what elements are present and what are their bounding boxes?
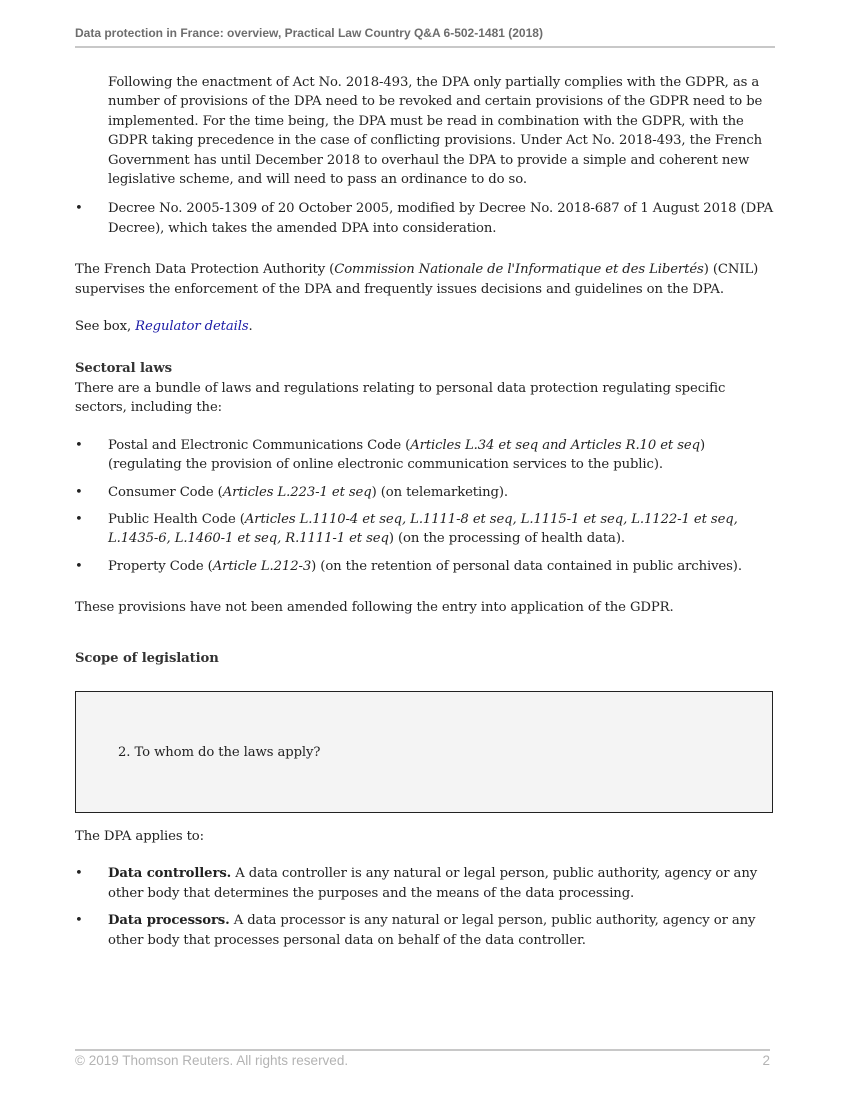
cnil-name: Commission Nationale de l'Informatique et des Libertés (334, 262, 704, 278)
dpa-applies-paragraph: The DPA applies to: (75, 828, 204, 844)
page-number: 2 (762, 1053, 770, 1068)
act-paragraph: Following the enactment of Act No. 2018-493, the DPA only partially complies with the GDPR, as a number of provisions of the DPA need to be revoked and certain provisions of the GDPR need to be implemented. For the time being, the DPA must be read in combination with the GDPR, with the GDPR taking precedence in the case of conflicting provisions. Under Act No. 2018-493, the French Government has until December 2018 to overhaul the DPA to provide a simple and coherent new legislative scheme, and will need to pass an ordinance to do so. (108, 75, 763, 188)
document-body (75, 73, 775, 950)
page-footer (75, 1053, 770, 1068)
bullet-icon: • (75, 558, 83, 574)
bullet-icon: • (75, 866, 83, 882)
list-item (75, 483, 775, 502)
list-item (75, 199, 775, 238)
regulator-details-link[interactable]: Regulator details (135, 319, 249, 335)
cnil-text-post: ) (CNIL) supervises the enforcement of the DPA and frequently issues decisions and guidelines on the DPA. (75, 262, 759, 297)
item-text: Postal and Electronic Communications Code (Articles L.34 et seq and Articles R.10 et seq) (regulating the provision of online electronic communication services to the public). (108, 437, 705, 473)
bullet-icon: • (75, 201, 83, 217)
item-text: Data processors. A data processor is any natural or legal person, public authority, agency or any other body that processes personal data on behalf of the data controller. (108, 913, 756, 948)
copyright-text: © 2019 Thomson Reuters. All rights reserved. (75, 1053, 349, 1068)
cnil-text-pre: The French Data Protection Authority ( (75, 262, 335, 278)
see-box-period: . (248, 319, 253, 335)
list-item (75, 911, 775, 950)
list-item (75, 864, 775, 903)
list-item (75, 436, 775, 475)
cnil-paragraph (75, 260, 775, 299)
list-item (75, 557, 775, 576)
applies-list (75, 864, 775, 950)
bullet-icon: • (75, 913, 83, 929)
scope-heading: Scope of legislation (75, 650, 219, 666)
bullet-icon: • (75, 484, 83, 500)
decree-text: Decree No. 2005-1309 of 20 October 2005, modified by Decree No. 2018-687 of 1 August 2018 (DPA Decree), which takes the amended DPA into consideration. (108, 201, 774, 236)
see-box-text: See box, (75, 319, 136, 335)
header-divider (75, 46, 775, 48)
item-text: Data controllers. A data controller is any natural or legal person, public authority, agency or any other body that determines the purposes and the means of the data processing. (108, 866, 758, 901)
footer-divider (75, 1049, 770, 1051)
question-box (75, 691, 773, 813)
question-text: 2. To whom do the laws apply? (118, 744, 321, 760)
item-text: Consumer Code (Articles L.223-1 et seq) (on telemarketing). (108, 484, 508, 500)
decree-list (75, 199, 775, 238)
sectoral-list (75, 436, 775, 576)
list-item (75, 510, 775, 549)
sectoral-laws-heading: Sectoral laws (75, 361, 172, 377)
item-text: Public Health Code (Articles L.1110-4 et seq, L.1111-8 et seq, L.1115-1 et seq, L.1122-1 et seq, L.1435-6, L.1460-1 et seq, R.1111-1 et seq) (on the processing of health data). (108, 511, 738, 547)
not-amended-paragraph: These provisions have not been amended following the entry into application of the GDPR. (75, 600, 674, 616)
sectoral-intro: There are a bundle of laws and regulations relating to personal data protection regulating specific sectors, including the: (75, 380, 726, 416)
bullet-icon: • (75, 437, 83, 453)
bullet-icon: • (75, 511, 83, 527)
see-box-paragraph (75, 317, 775, 336)
running-header: Data protection in France: overview, Practical Law Country Q&A 6-502-1481 (2018) (75, 26, 543, 40)
item-text: Property Code (Article L.212-3) (on the retention of personal data contained in public archives). (108, 558, 742, 574)
